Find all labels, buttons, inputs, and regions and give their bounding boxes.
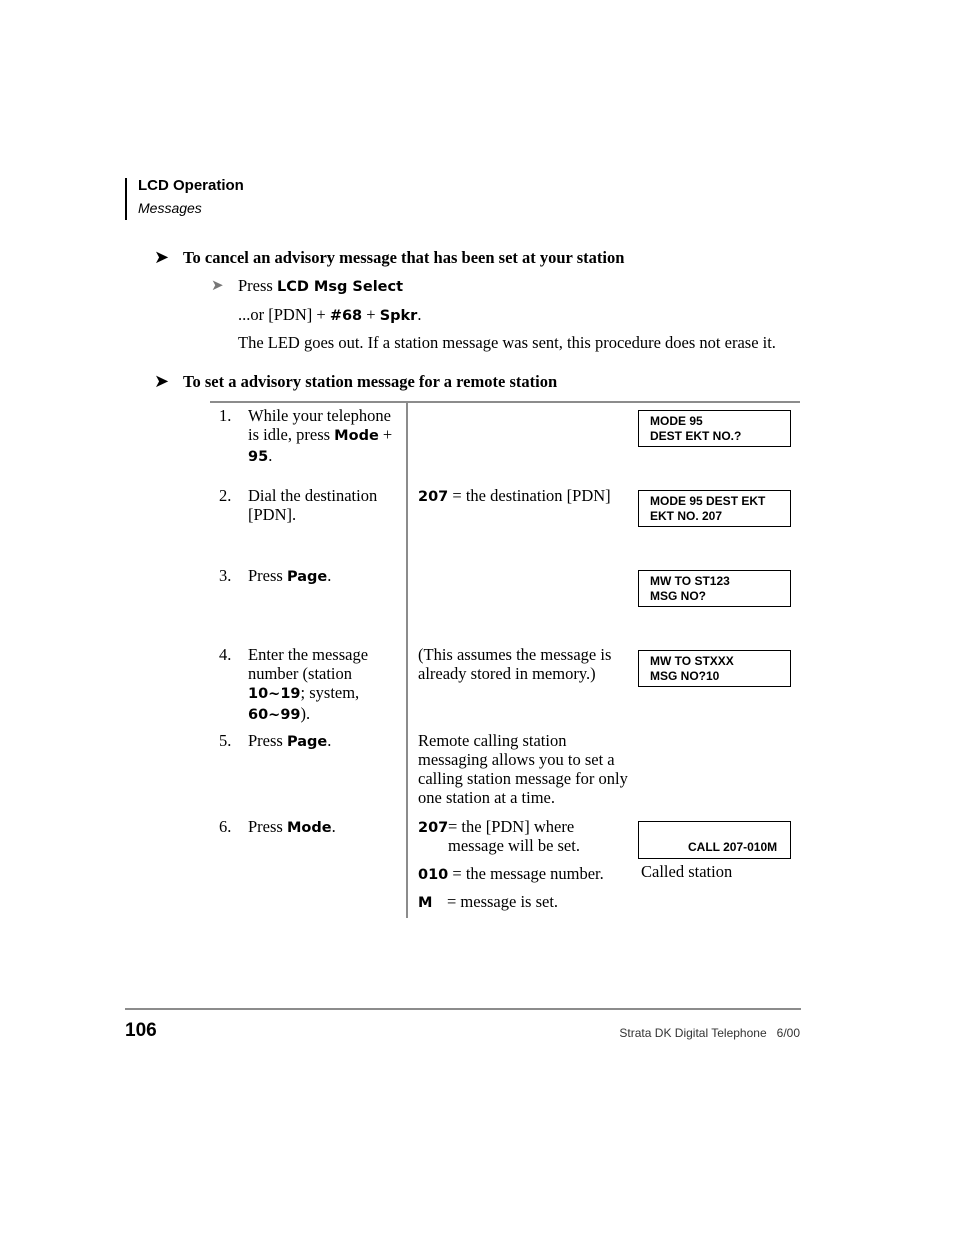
alt-plus: + <box>362 305 380 324</box>
step-note: (This assumes the message is already stored in memory.) <box>418 645 612 683</box>
step-number: 2. <box>219 486 232 505</box>
message-number-key: 010 <box>418 867 449 883</box>
step-number: 6. <box>219 817 232 836</box>
step-text-part: . <box>331 817 336 836</box>
step-text-part: + <box>378 425 393 444</box>
lcd-msg-select-key: LCD Msg Select <box>276 279 404 295</box>
lcd-line: MSG NO? <box>650 589 706 603</box>
lcd-line: CALL 207-010M <box>688 840 778 854</box>
m-key: M <box>418 895 433 911</box>
lcd-line <box>650 825 790 840</box>
section-title: LCD Operation <box>138 177 244 194</box>
lcd-line: MODE 95 <box>650 414 703 428</box>
step-note <box>418 486 628 507</box>
legend-key <box>418 817 448 838</box>
procedure-arrow-icon: ➤ <box>154 247 170 267</box>
alternate-instruction <box>238 305 421 326</box>
step-text-part: Enter the message number (station <box>248 645 369 683</box>
range-key: 60~99 <box>248 707 301 723</box>
code-key: #68 <box>329 308 363 324</box>
page-number: 106 <box>125 1020 157 1041</box>
lcd-line: MW TO STXXX <box>650 654 734 668</box>
step-text-part: While your telephone is idle, press <box>248 406 391 444</box>
page-key: Page <box>286 569 328 585</box>
step-text <box>248 406 404 467</box>
alt-suffix: . <box>417 305 422 324</box>
lcd-display <box>638 821 791 859</box>
code-key: 95 <box>248 449 269 465</box>
lcd-caption: Called station <box>641 862 733 881</box>
lcd-line: MW TO ST123 <box>650 574 730 588</box>
step-note-text: = the destination [PDN] <box>448 486 611 505</box>
legend-text <box>448 817 618 855</box>
table-column-divider <box>406 403 408 918</box>
lcd-display <box>638 570 791 607</box>
step-number: 5. <box>219 731 232 750</box>
lcd-line: EKT NO. 207 <box>650 509 723 523</box>
step-text <box>248 645 404 725</box>
lcd-line: DEST EKT NO.? <box>650 429 742 443</box>
mode-key: Mode <box>334 428 379 444</box>
procedure-arrow-icon: ➤ <box>154 371 170 391</box>
step-text-part: . <box>327 731 332 750</box>
step-text-part: . <box>268 446 273 465</box>
pdn-key: 207 <box>418 820 449 836</box>
procedure-heading: To set a advisory station message for a remote station <box>183 372 558 391</box>
step-note: Remote calling station messaging allows you to set a calling station message for only one station at a time. <box>418 731 628 807</box>
step-number: 1. <box>219 406 232 425</box>
step-text-part: . <box>327 566 332 585</box>
step-text-part: ; system, <box>300 683 360 702</box>
step-arrow-icon: ➤ <box>211 278 224 294</box>
section-subtitle: Messages <box>138 200 202 216</box>
lcd-line: MSG NO?10 <box>650 669 720 683</box>
step-text-part: Press <box>248 817 287 836</box>
table-top-rule <box>210 401 800 403</box>
step-text: Dial the destination [PDN]. <box>248 486 378 524</box>
lcd-display <box>638 490 791 527</box>
legend-key <box>418 892 432 913</box>
legend-description: = the [PDN] where message will be set. <box>448 817 580 855</box>
legend-key <box>418 864 604 885</box>
document-title: Strata DK Digital Telephone <box>619 1026 767 1040</box>
step-text-part: Press <box>248 566 287 585</box>
alt-prefix: ...or [PDN] + <box>238 305 330 324</box>
spkr-key: Spkr <box>379 308 418 324</box>
lcd-display <box>638 410 791 447</box>
footer-title <box>560 1026 800 1040</box>
step-number: 4. <box>219 645 232 664</box>
legend-description: = the message number. <box>448 864 604 883</box>
step-text <box>248 731 404 752</box>
footer-rule <box>125 1008 801 1010</box>
mode-key: Mode <box>286 820 332 836</box>
step-text-part: ). <box>300 704 311 723</box>
legend-description: = message is set. <box>447 892 559 911</box>
document-date: 6/00 <box>776 1026 800 1040</box>
pdn-key: 207 <box>418 489 449 505</box>
procedure-heading: To cancel an advisory message that has been set at your station <box>183 248 625 267</box>
step-text <box>248 566 404 587</box>
range-key: 10~19 <box>248 686 301 702</box>
led-note: The LED goes out. If a station message was sent, this procedure does not erase it. <box>238 333 776 352</box>
press-instruction <box>238 276 403 297</box>
step-number: 3. <box>219 566 232 585</box>
lcd-line: MODE 95 DEST EKT <box>650 494 766 508</box>
page-key: Page <box>286 734 328 750</box>
press-prefix: Press <box>238 276 277 295</box>
lcd-display <box>638 650 791 687</box>
step-text-part: Press <box>248 731 287 750</box>
header-rule <box>125 178 127 220</box>
step-text <box>248 817 404 838</box>
